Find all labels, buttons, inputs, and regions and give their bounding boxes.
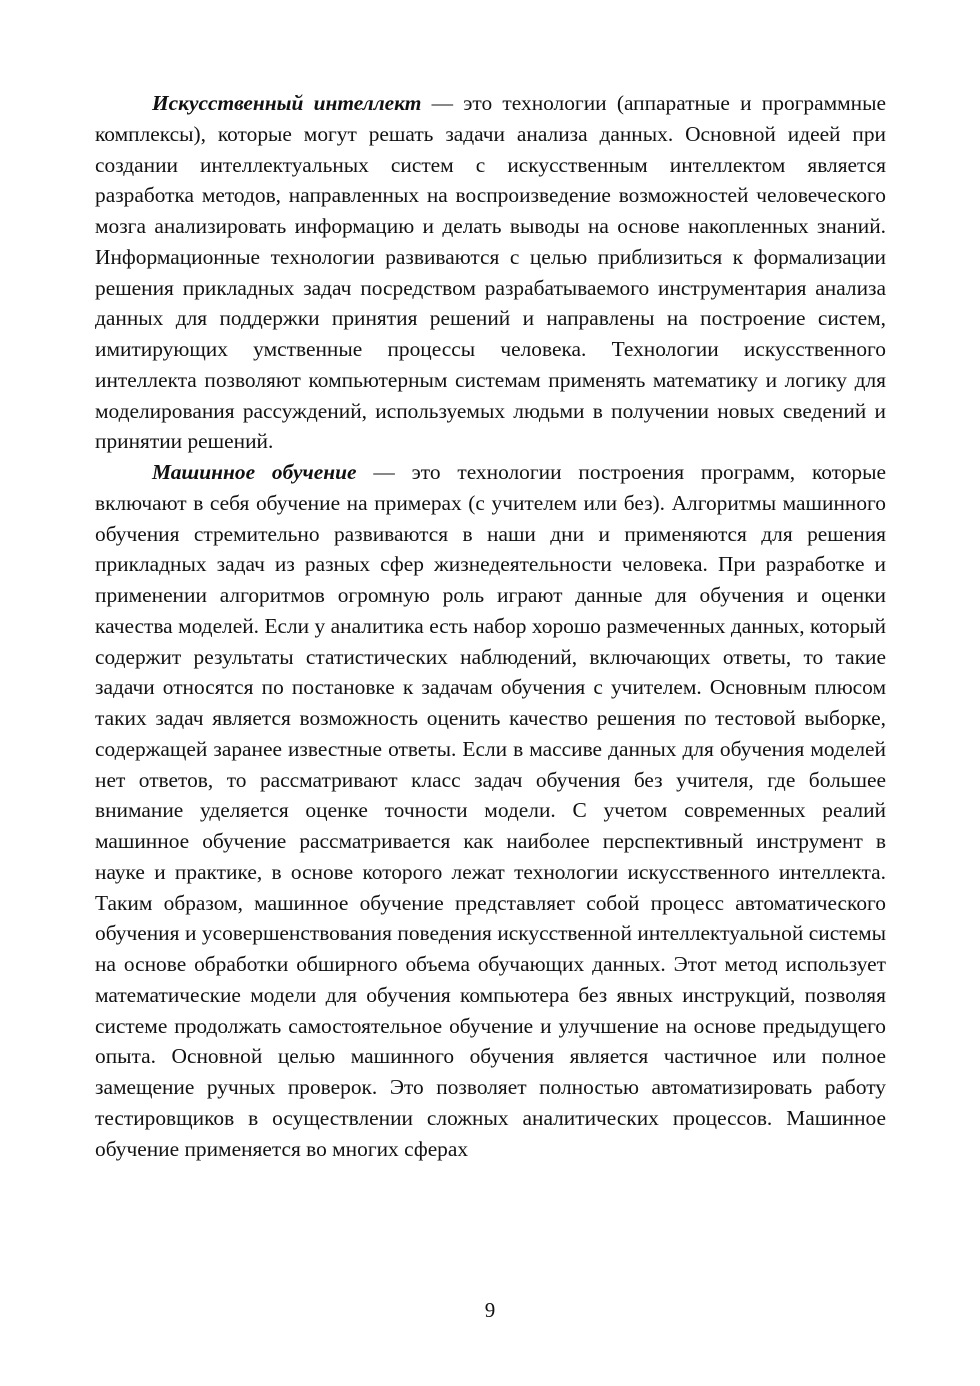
paragraph-artificial-intelligence bbox=[95, 88, 886, 457]
paragraph-text: — это технологии построения программ, которые включают в себя обучение на примерах (с учителем или без). Алгоритмы машинного обучения стремительно развиваются в наши дни и применяются для решения прикладных задач из разных сфер жизнедеятельности человека. При разработке и применении алгоритмов огромную роль играют данные для обучения и оценки качества моделей. Если у аналитика есть набор хорошо размеченных данных, который содержит результаты статистических наблюдений, включающих ответы, то такие задачи относятся по постановке к задачам обучения с учителем. Основным плюсом таких задач является возможность оценить качество решения по тестовой выборке, содержащей заранее известные ответы. Если в массиве данных для обучения моделей нет ответов, то рассматривают класс задач обучения без учителя, где большее внимание уделяется оценке точности модели. С учетом современных реалий машинное обучение рассматривается как наиболее перспективный инструмент в науке и практике, в основе которого лежат технологии искусственного интеллекта. Таким образом, машинное обучение представляет собой процесс автоматического обучения и усовершенствования поведения искусственной интеллектуальной системы на основе обработки обширного объема обучающих данных. Этот метод использует математические модели для обучения компьютера без явных инструкций, позволяя системе продолжать самостоятельное обучение и улучшение на основе предыдущего опыта. Основной целью машинного обучения является частичное или полное замещение ручных проверок. Это позволяет полностью автоматизировать работу тестировщиков в осуществлении сложных аналитических процессов. Машинное обучение применяется во многих сферах bbox=[95, 460, 886, 1161]
term-machine-learning: Машинное обучение bbox=[152, 460, 357, 484]
paragraph-machine-learning bbox=[95, 457, 886, 1164]
page-number: 9 bbox=[484, 1298, 496, 1322]
paragraph-text: — это технологии (аппаратные и программные комплексы), которые могут решать задачи анализа данных. Основной идеей при создании интеллектуальных систем с искусственным интеллектом является разработка методов, направленных на воспроизведение возможностей человеческого мозга анализировать информацию и делать выводы на основе накопленных знаний. Информационные технологии развиваются с целью приблизиться к формализации решения прикладных задач посредством разрабатываемого инструментария анализа данных для поддержки принятия решений и направлены на построение систем, имитирующих умственные процессы человека. Технологии искусственного интеллекта позволяют компьютерным системам применять математику и логику для моделирования рассуждений, используемых людьми в получении новых сведений и принятии решений. bbox=[95, 91, 886, 454]
term-artificial-intelligence: Искусственный интеллект bbox=[152, 91, 422, 115]
body-text bbox=[95, 88, 886, 1164]
